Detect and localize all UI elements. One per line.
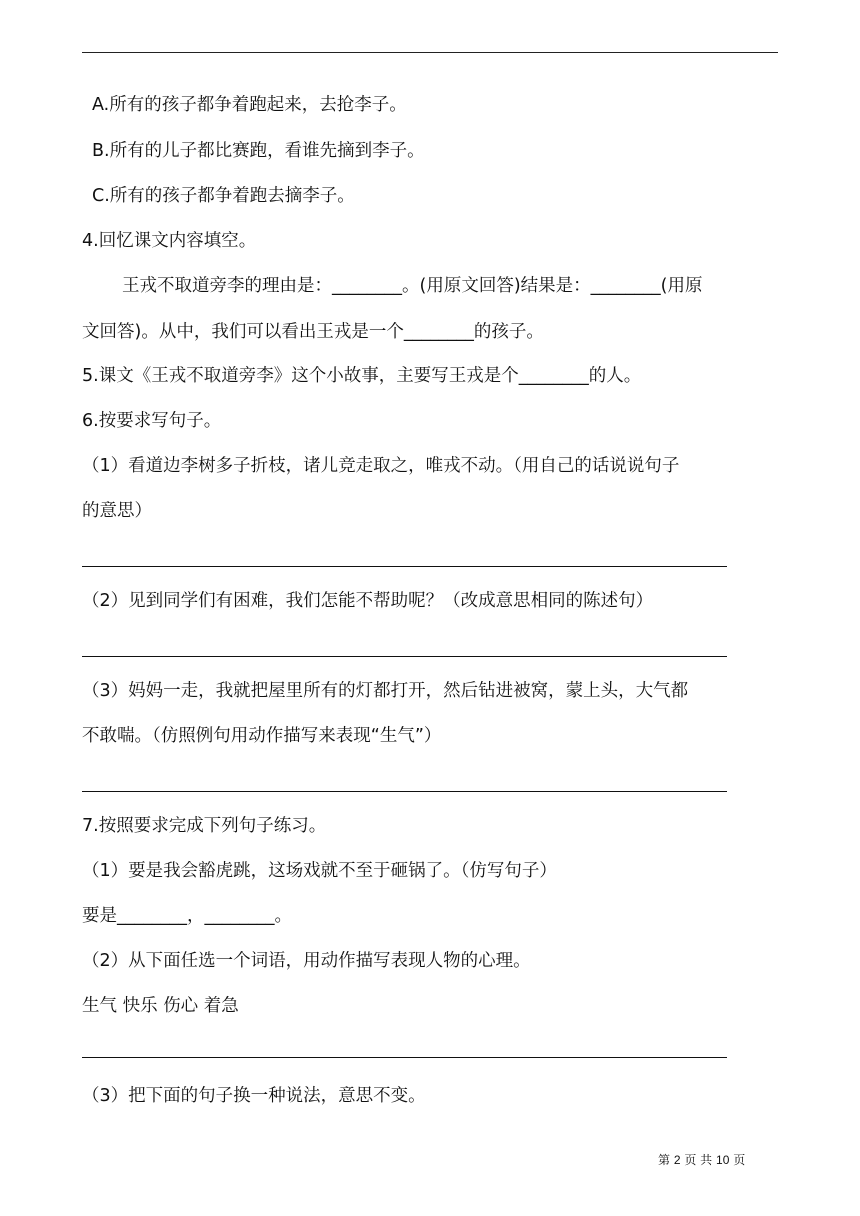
q7-item2-answer-line[interactable] <box>82 1057 727 1058</box>
q6-title: 6.按要求写句子。 <box>82 411 222 431</box>
q7-item1: （1）要是我会豁虎跳，这场戏就不至于砸锅了。（仿写句子） <box>82 861 557 881</box>
q6-item1-line1: （1）看道边李树多子折枝，诸儿竞走取之，唯戎不动。（用自己的话说说句子 <box>82 456 680 476</box>
footer-page-number: 2 <box>673 1153 681 1167</box>
q4-title: 4.回忆课文内容填空。 <box>82 231 257 251</box>
q6-item3-line2: 不敢喘。（仿照例句用动作描写来表现“生气”） <box>82 726 442 746</box>
q6-item2: （2）见到同学们有困难，我们怎能不帮助呢？（改成意思相同的陈述句） <box>82 591 654 611</box>
q3-option-b: B.所有的儿子都比赛跑，看谁先摘到李子。 <box>92 141 425 161</box>
q6-item3-line1: （3）妈妈一走，我就把屋里所有的灯都打开，然后钻进被窝，蒙上头，大气都 <box>82 681 689 701</box>
page-footer <box>658 1152 745 1168</box>
q3-option-c: C.所有的孩子都争着跑去摘李子。 <box>92 186 355 206</box>
q5-text: 5.课文《王戎不取道旁李》这个小故事，主要写王戎是个________的人。 <box>82 366 642 386</box>
q6-item1-answer-line[interactable] <box>82 566 727 567</box>
q6-item2-answer-line[interactable] <box>82 656 727 657</box>
footer-middle: 页 共 <box>684 1153 713 1167</box>
footer-prefix: 第 <box>658 1153 671 1167</box>
footer-total-pages: 10 <box>716 1153 730 1167</box>
q7-item3: （3）把下面的句子换一种说法，意思不变。 <box>82 1086 426 1106</box>
footer-suffix: 页 <box>733 1153 746 1167</box>
q7-item1-fill: 要是________，________。 <box>82 906 292 926</box>
header-rule <box>82 52 778 53</box>
q6-item3-answer-line[interactable] <box>82 791 727 792</box>
q3-option-a: A.所有的孩子都争着跑起来，去抢李子。 <box>92 95 407 115</box>
q7-item2: （2）从下面任选一个词语，用动作描写表现人物的心理。 <box>82 951 531 971</box>
q7-title: 7.按照要求完成下列句子练习。 <box>82 816 327 836</box>
q4-line2: 文回答)。从中，我们可以看出王戎是一个________的孩子。 <box>82 322 544 342</box>
q7-item2-words: 生气 快乐 伤心 着急 <box>82 996 239 1016</box>
q4-line1: 王戎不取道旁李的理由是：________。(用原文回答)结果是：________(用原 <box>122 276 703 296</box>
q6-item1-line2: 的意思） <box>82 501 152 521</box>
